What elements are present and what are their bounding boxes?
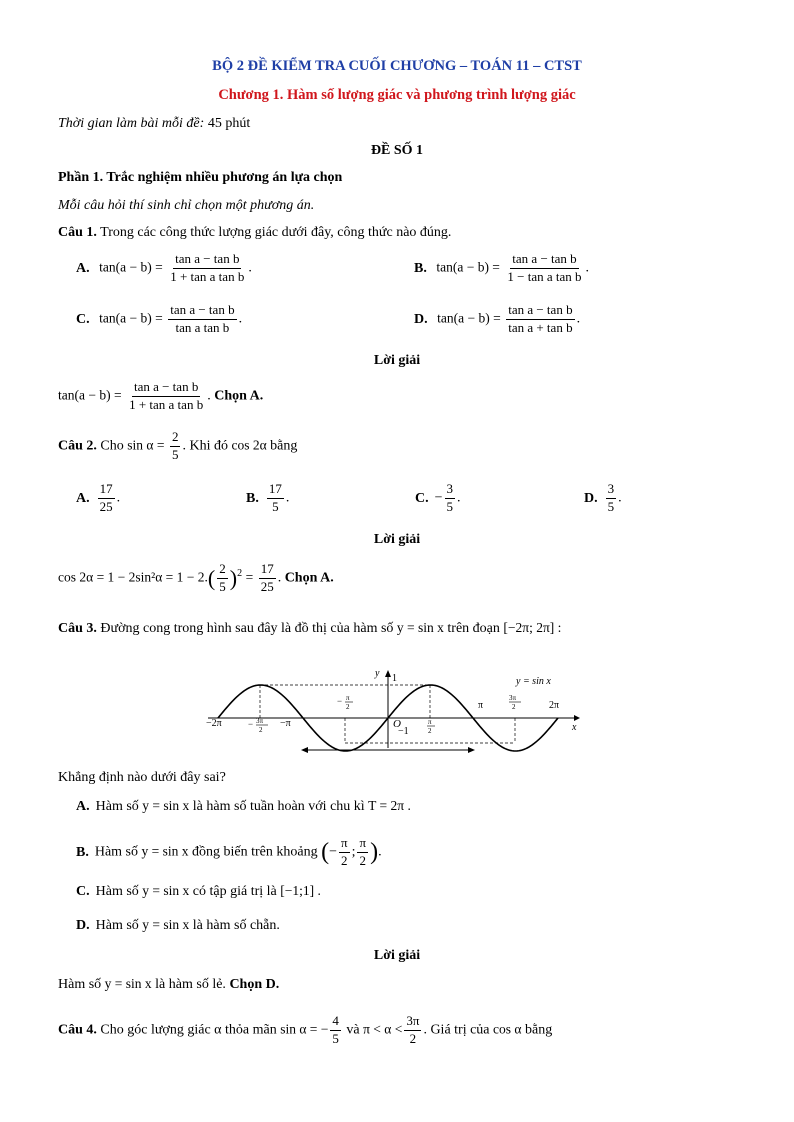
- q3-option-b-minus: −: [329, 844, 338, 860]
- q2-solution-den: 5: [219, 578, 226, 594]
- q2-option-b[interactable]: B. $\frac{17}{5}$ .: [246, 481, 290, 514]
- q3-option-d-letter: D.: [76, 918, 90, 933]
- q3-option-c-post: có tập giá trị là: [192, 884, 277, 899]
- tick-minus-pi2-num: π: [346, 694, 350, 702]
- q2-option-b-letter: B.: [246, 490, 259, 506]
- question-1-text: Trong các công thức lượng giác dưới đây, công thức nào đúng.: [100, 225, 452, 240]
- q3-option-b-post: đồng biến trên khoảng: [192, 844, 318, 860]
- graph-minus-one: −1: [398, 726, 409, 737]
- q1-option-d[interactable]: D. tan(a − b) = $\frac{\text{tan a − tan b}}{\text{tan a + tan b}}$ .: [414, 302, 581, 335]
- q3-option-b-num2: π: [357, 836, 368, 853]
- q1-solution-num: tan a − tan b: [132, 380, 200, 397]
- q3-option-a-pre: Hàm số: [95, 799, 139, 814]
- q1-option-a-den: 1 + tan a tan b: [170, 268, 245, 284]
- q3-option-a-func: y = sin x: [142, 798, 190, 813]
- q3-option-a-tail: T = 2π .: [368, 798, 411, 813]
- q2-answer: Chọn A.: [284, 570, 334, 586]
- graph-x-label: x: [572, 722, 577, 733]
- question-3-text2: trên đoạn: [447, 621, 500, 636]
- q2-solution-num: 2: [217, 562, 228, 579]
- q2-option-b-num: 17: [267, 482, 284, 499]
- tick-pi2-num: π: [428, 718, 432, 726]
- question-4-ineq-den: 2: [409, 1030, 417, 1046]
- q2-solution-eq: =: [245, 569, 254, 585]
- tick-3pi2-num: 3π: [509, 694, 517, 702]
- q2-option-c[interactable]: C. − $\frac{3}{5}$ .: [415, 481, 461, 514]
- tick-minus-3pi2-den: 2: [259, 726, 263, 734]
- q2-option-d-num: 3: [606, 482, 617, 499]
- tick-minus-pi2-den: 2: [346, 703, 350, 711]
- tick-minus-pi: −π: [280, 718, 291, 729]
- q3-option-b[interactable]: B. Hàm số y = sin x đồng biến trên khoảng (− $\frac{\pi}{2}$ ; $\frac{\pi}{2}$ ).: [76, 835, 382, 868]
- exam-number: ĐỀ SỐ 1: [370, 143, 424, 158]
- q2-solution-heading: Lời giải: [373, 532, 421, 547]
- q1-option-d-den: tan a + tan b: [508, 319, 573, 335]
- question-4-tail: bằng: [524, 1022, 553, 1038]
- question-1-label: Câu 1.: [58, 225, 97, 240]
- question-4-label: Câu 4.: [58, 1022, 97, 1038]
- tick-pi: π: [478, 700, 484, 711]
- question-4-den: 5: [332, 1030, 339, 1046]
- question-3-func: y = sin x: [396, 620, 444, 635]
- q1-solution-heading: Lời giải: [373, 353, 421, 368]
- interval-arrow-right: [468, 747, 475, 753]
- q3-option-b-num: π: [339, 836, 350, 853]
- q2-option-d-letter: D.: [584, 490, 598, 506]
- q2-solution: cos 2α = 1 − 2sin²α = 1 − 2.( $\frac{2}{5}$ )$^2$ = $\frac{17}{25}$ . Chọn A.: [58, 561, 334, 594]
- q2-option-a[interactable]: A. $\frac{17}{25}$ .: [76, 481, 121, 514]
- question-4-pre: Cho góc lượng giác α thỏa mãn: [100, 1022, 277, 1038]
- q2-option-c-num: 3: [445, 482, 456, 499]
- q3-option-d[interactable]: [76, 917, 280, 934]
- question-2-den: 5: [171, 446, 179, 462]
- q1-option-b[interactable]: B. tan(a − b) = $\frac{\text{tan a − tan b}}{\text{1 − tan a tan b}}$ .: [414, 251, 590, 284]
- q3-option-b-pre: Hàm số: [94, 844, 139, 860]
- q2-option-d-den: 5: [607, 498, 615, 514]
- q3-option-b-den2: 2: [359, 852, 367, 868]
- q1-option-b-lhs: tan(a − b) =: [436, 259, 500, 275]
- question-2: [58, 430, 297, 463]
- q3-solution-func: y = sin x: [104, 976, 152, 991]
- question-3: [58, 620, 561, 637]
- question-1: [58, 225, 451, 241]
- q1-option-c-num: tan a − tan b: [168, 303, 236, 320]
- q1-option-a-letter: A.: [76, 260, 90, 276]
- y-axis-arrow: [385, 670, 391, 677]
- interval-arrow-left: [301, 747, 308, 753]
- time-value: 45 phút: [207, 116, 251, 131]
- q2-solution-expr: cos 2α = 1 − 2sin²α = 1 − 2.: [58, 569, 208, 585]
- q3-option-d-func: y = sin x: [142, 917, 190, 932]
- question-4-and: và: [346, 1022, 360, 1038]
- q2-option-b-den: 5: [272, 498, 279, 514]
- question-4-ineq: π < α <: [363, 1021, 403, 1037]
- sine-graph: [200, 660, 590, 760]
- tick-minus-3pi2-sign: −: [248, 719, 254, 729]
- q3-option-b-func: y = sin x: [141, 843, 189, 859]
- q3-option-c-tail: [−1;1] .: [280, 883, 321, 898]
- q2-solution-exp: 2: [237, 568, 243, 579]
- q1-option-b-num: tan a − tan b: [510, 252, 578, 269]
- q1-solution-lhs: tan(a − b) =: [58, 387, 122, 403]
- tick-minus-pi2-sign: −: [337, 696, 343, 706]
- q3-option-c-func: y = sin x: [142, 883, 190, 898]
- q1-option-a-num: tan a − tan b: [173, 252, 241, 269]
- q1-option-d-letter: D.: [414, 311, 428, 327]
- section-note: Mỗi câu hỏi thí sinh chỉ chọn một phương án.: [58, 198, 315, 213]
- q1-option-c-letter: C.: [76, 311, 90, 327]
- q3-option-a[interactable]: [76, 798, 411, 815]
- q1-option-c[interactable]: C. tan(a − b) = $\frac{\text{tan a − tan b}}{\text{tan a tan b}}$ .: [76, 302, 243, 335]
- q2-option-d[interactable]: D. $\frac{3}{5}$ .: [584, 481, 622, 514]
- question-4-num: 4: [330, 1014, 341, 1031]
- q3-option-c-letter: C.: [76, 884, 90, 899]
- tick-3pi2-den: 2: [512, 703, 516, 711]
- q3-solution-post: là hàm số lẻ.: [155, 977, 226, 992]
- question-2-cos: cos 2α: [231, 437, 267, 453]
- question-4-sin: sin α = −: [280, 1021, 329, 1037]
- tick-minus-2pi: −2π: [206, 718, 222, 729]
- q1-option-a-lhs: tan(a − b) =: [99, 259, 163, 275]
- question-3-prompt: Khẳng định nào dưới đây sai?: [58, 770, 226, 785]
- q2-solution-res-den: 25: [260, 578, 274, 594]
- graph-y-label: y: [375, 668, 380, 679]
- tick-minus-3pi2-num: 3π: [256, 717, 264, 725]
- section-title: Phần 1. Trắc nghiệm nhiều phương án lựa chọn: [58, 170, 343, 185]
- question-4-ineq-num: 3π: [404, 1014, 421, 1031]
- question-2-mid: . Khi đó: [182, 438, 228, 454]
- page-subtitle: Chương 1. Hàm số lượng giác và phương trình lượng giác: [218, 87, 576, 103]
- question-4-cos: cos α: [493, 1021, 522, 1037]
- graph-origin: O: [393, 718, 401, 730]
- q1-solution-den: 1 + tan a tan b: [129, 396, 204, 412]
- q3-option-b-den: 2: [341, 852, 348, 868]
- q1-option-d-lhs: tan(a − b) =: [437, 310, 501, 326]
- time-label: Thời gian làm bài mỗi đề:: [58, 116, 205, 131]
- question-2-num: 2: [170, 430, 181, 447]
- q3-solution-pre: Hàm số: [58, 977, 102, 992]
- q2-option-c-letter: C.: [415, 490, 429, 506]
- q1-option-b-den: 1 − tan a tan b: [507, 268, 582, 284]
- q1-option-c-lhs: tan(a − b) =: [99, 310, 163, 326]
- q2-option-a-num: 17: [98, 482, 115, 499]
- q1-option-c-den: tan a tan b: [175, 319, 230, 335]
- tick-2pi: 2π: [549, 700, 560, 711]
- graph-one-label: 1: [392, 673, 397, 684]
- q3-option-b-letter: B.: [76, 844, 89, 860]
- question-3-text: Đường cong trong hình sau đây là đồ thị của hàm số: [100, 621, 394, 636]
- tick-pi2-den: 2: [428, 727, 432, 735]
- q3-solution-heading: Lời giải: [373, 948, 421, 963]
- q1-answer: Chọn A.: [214, 388, 264, 404]
- q3-solution: [58, 976, 279, 993]
- q3-answer: Chọn D.: [229, 977, 280, 992]
- q1-solution: tan(a − b) = $\frac{\text{tan a − tan b}}{\text{1 + tan a tan b}}$ . Chọn A.: [58, 379, 264, 412]
- question-2-sin: sin α =: [127, 437, 165, 453]
- q1-option-d-num: tan a − tan b: [506, 303, 574, 320]
- page-title: BỘ 2 ĐỀ KIỂM TRA CUỐI CHƯƠNG – TOÁN 11 – CTST: [212, 58, 582, 74]
- q2-option-a-letter: A.: [76, 490, 90, 506]
- q2-option-c-sign: −: [434, 490, 443, 506]
- q3-option-d-post: là hàm số chẵn.: [192, 918, 280, 933]
- question-2-post: bằng: [270, 438, 298, 454]
- q2-option-a-den: 25: [99, 498, 113, 514]
- question-3-label: Câu 3.: [58, 621, 97, 636]
- question-2-label: Câu 2.: [58, 438, 97, 454]
- q3-option-c[interactable]: [76, 883, 321, 900]
- q1-option-b-letter: B.: [414, 260, 427, 276]
- time-info: [58, 116, 250, 132]
- question-4-post: . Giá trị của: [423, 1022, 490, 1038]
- q2-solution-res-num: 17: [259, 562, 276, 579]
- question-2-pre: Cho: [100, 438, 124, 454]
- q3-option-a-post: là hàm số tuần hoàn với chu kì: [192, 799, 365, 814]
- x-axis-arrow: [574, 715, 580, 721]
- q3-option-c-pre: Hàm số: [95, 884, 139, 899]
- q1-option-a[interactable]: A. tan(a − b) = $\frac{\text{tan a − tan b}}{\text{1 + tan a tan b}}$ .: [76, 251, 252, 284]
- graph-func-label: y = sin x: [516, 676, 551, 687]
- question-4: [58, 1014, 552, 1047]
- q3-option-d-pre: Hàm số: [95, 918, 139, 933]
- question-3-interval: [−2π; 2π] :: [503, 620, 562, 635]
- q2-option-c-den: 5: [446, 498, 454, 514]
- q3-option-a-letter: A.: [76, 799, 90, 814]
